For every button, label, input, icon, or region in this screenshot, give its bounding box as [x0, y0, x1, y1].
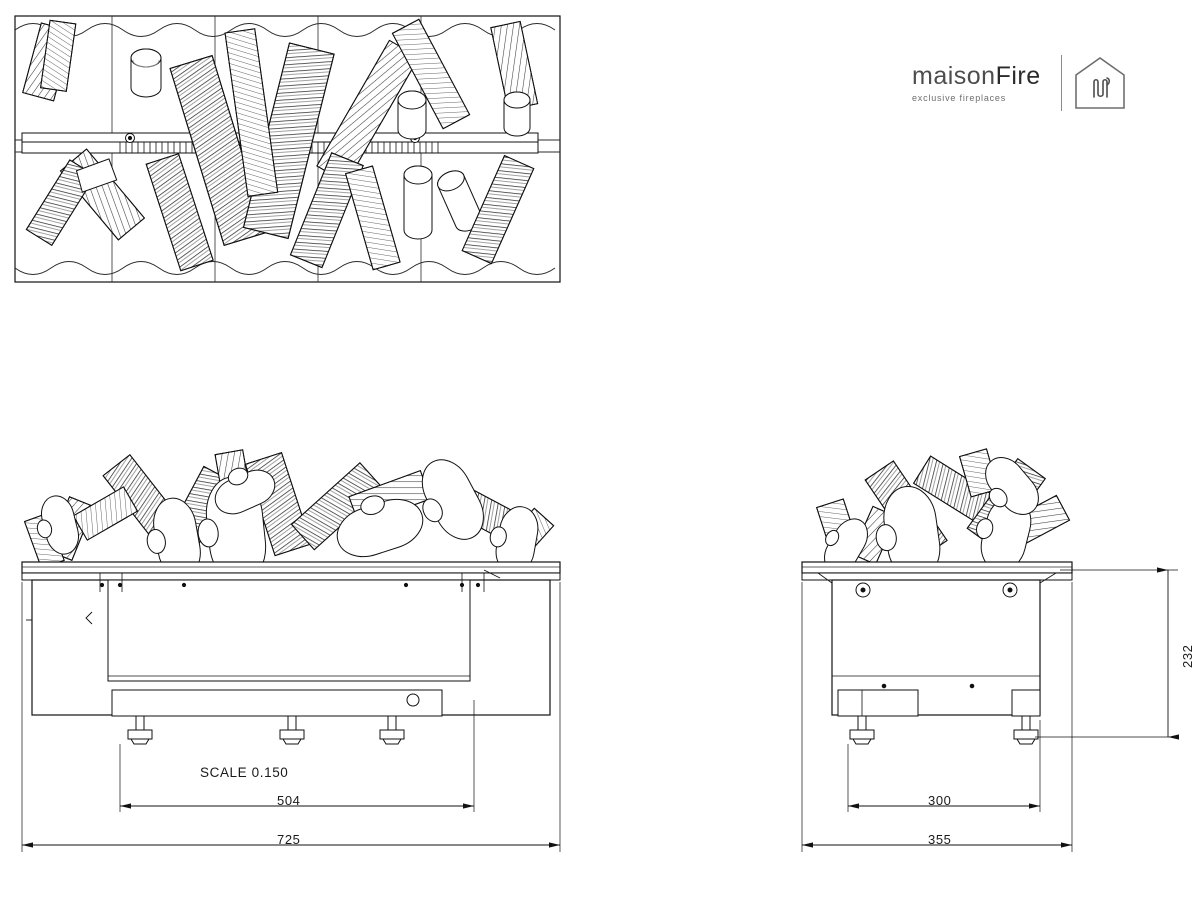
dimension-side-inner: 300 — [928, 793, 952, 808]
brand-name — [912, 63, 1041, 89]
brand-logo — [912, 52, 1157, 114]
house-monogram-icon — [1072, 55, 1128, 111]
brand-name-bold: Fire — [995, 61, 1041, 90]
side-view-group — [802, 449, 1178, 852]
brand-wordmark — [912, 63, 1051, 103]
top-view-group — [15, 16, 560, 282]
scale-note: SCALE 0.150 — [200, 765, 289, 780]
dimension-side-height: 232 — [1180, 644, 1195, 668]
dimension-front-inner: 504 — [277, 793, 301, 808]
dimension-side-outer: 355 — [928, 832, 952, 847]
brand-divider — [1061, 55, 1062, 111]
front-view-group — [22, 450, 560, 852]
dimension-front-outer: 725 — [277, 832, 301, 847]
brand-name-light: maison — [912, 61, 996, 90]
brand-tagline: exclusive fireplaces — [912, 93, 1007, 104]
